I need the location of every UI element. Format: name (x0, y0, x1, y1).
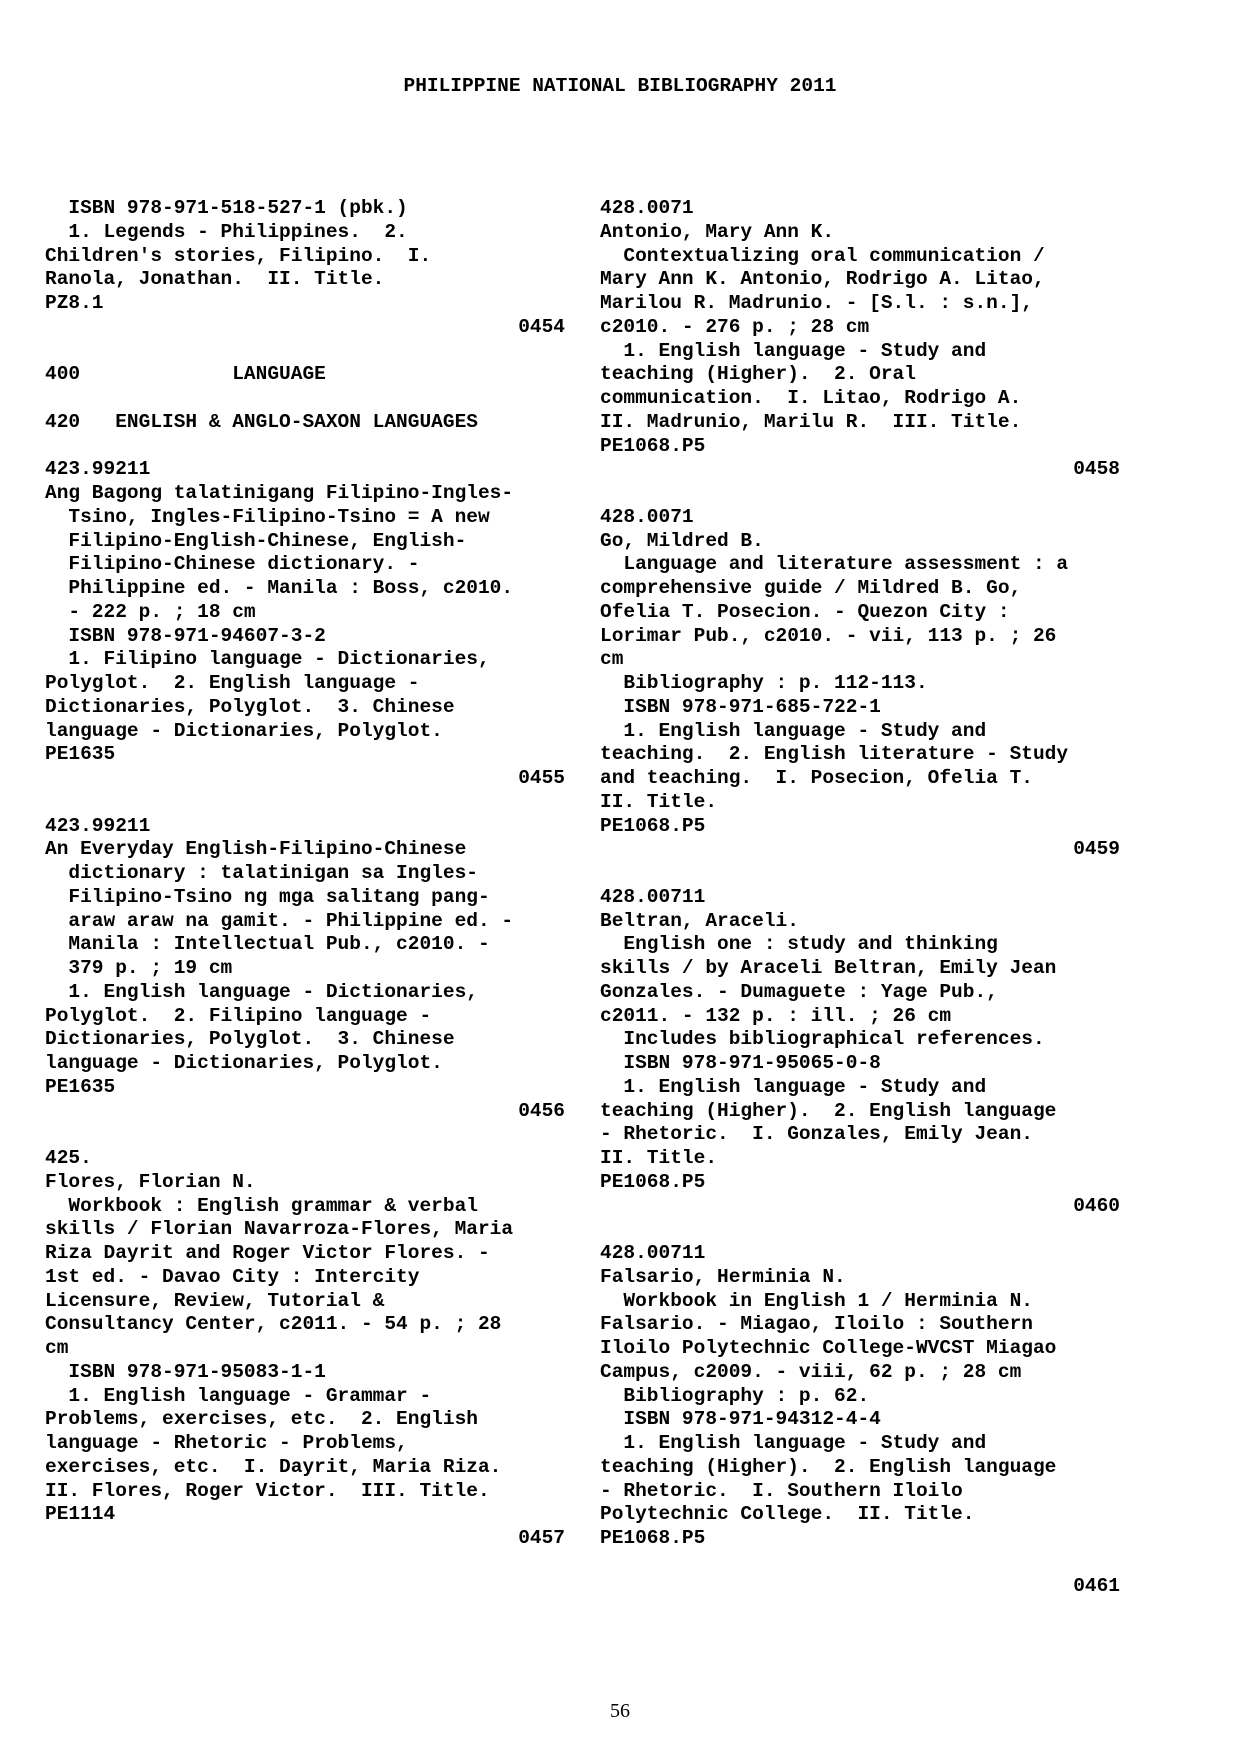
entry-line: II. Flores, Roger Victor. III. Title. (45, 1479, 490, 1502)
entry-line: Ang Bagong talatinigang Filipino-Ingles- (45, 482, 514, 504)
entry-line: teaching (Higher). 2. English language (600, 1455, 1057, 1478)
entry-line: Includes bibliographical references. (600, 1028, 1045, 1051)
entry-line: 1. English language - Study and (600, 1075, 987, 1098)
right-column (600, 197, 1120, 1598)
entry-line: 400 LANGUAGE (45, 363, 326, 386)
entry-number: 0460 (1073, 1194, 1120, 1217)
entry-line (45, 1123, 565, 1147)
entry-line: Mary Ann K. Antonio, Rodrigo A. Litao, (600, 268, 1045, 291)
entry-number: 0457 (518, 1527, 565, 1549)
entry-line: and teaching. I. Posecion, Ofelia T. (600, 767, 1033, 789)
entry-line: Language and literature assessment : a (600, 553, 1069, 576)
entry-line: - 222 p. ; 18 cm (45, 600, 256, 623)
entry-line: Iloilo Polytechnic College-WVCST Miagao (600, 1337, 1057, 1359)
entry-line: Manila : Intellectual Pub., c2010. - (45, 933, 490, 956)
entry-line: exercises, etc. I. Dayrit, Maria Riza. (45, 1455, 502, 1478)
entry-line: PE1635 (45, 743, 116, 766)
entry-line: Children's stories, Filipino. I. (45, 244, 432, 267)
entry-line: 423.99211 (45, 458, 151, 481)
entry-line: cm (45, 1337, 69, 1359)
entry-line: Filipino-Chinese dictionary. - (45, 553, 420, 576)
entry-line: Workbook : English grammar & verbal (45, 1194, 478, 1217)
entry-line (45, 435, 565, 459)
entry-line: Filipino-English-Chinese, English- (45, 529, 467, 552)
entry-line: Falsario, Herminia N. (600, 1265, 846, 1288)
page-number: 56 (610, 1700, 630, 1722)
entry-line: Falsario. - Miagao, Iloilo : Southern (600, 1313, 1033, 1336)
entry-line: Polyglot. 2. English language - (45, 672, 420, 694)
entry-line: Beltran, Araceli. (600, 909, 799, 932)
entry-line: Ranola, Jonathan. II. Title. (45, 268, 385, 291)
left-column (45, 197, 565, 1551)
entry-line: PZ8.1 (45, 292, 104, 314)
entry-line: Bibliography : p. 112-113. (600, 672, 928, 694)
entry-line: ISBN 978-971-95065-0-8 (600, 1052, 881, 1074)
entry-line: Dictionaries, Polyglot. 3. Chinese (45, 695, 455, 718)
entry-line: araw araw na gamit. - Philippine ed. - (45, 909, 514, 932)
entry-line (45, 791, 565, 815)
entry-line: Philippine ed. - Manila : Boss, c2010. (45, 577, 514, 599)
entry-line: 1st ed. - Davao City : Intercity (45, 1265, 420, 1288)
entry-line: Antonio, Mary Ann K. (600, 220, 835, 243)
entry-line: language - Rhetoric - Problems, (45, 1432, 408, 1454)
entry-line: Licensure, Review, Tutorial & (45, 1289, 385, 1312)
entry-line: An Everyday English-Filipino-Chinese (45, 838, 467, 861)
entry-line: Problems, exercises, etc. 2. English (45, 1408, 478, 1431)
entry-line: communication. I. Litao, Rodrigo A. (600, 387, 1022, 409)
entry-line: 425. (45, 1147, 92, 1169)
entry-line: Consultancy Center, c2011. - 54 p. ; 28 (45, 1313, 502, 1336)
entry-line: 428.0071 (600, 197, 694, 219)
entry-line: Marilou R. Madrunio. - [S.l. : s.n.], (600, 292, 1033, 314)
entry-line: 428.00711 (600, 1242, 706, 1264)
entry-line: PE1068.P5 (600, 434, 706, 457)
entry-line: Campus, c2009. - viii, 62 p. ; 28 cm (600, 1360, 1022, 1383)
page-header-title: PHILIPPINE NATIONAL BIBLIOGRAPHY 2011 (403, 75, 837, 97)
entry-line: Dictionaries, Polyglot. 3. Chinese (45, 1028, 455, 1051)
entry-line: 428.0071 (600, 505, 694, 528)
entry-line: Bibliography : p. 62. (600, 1384, 870, 1407)
entry-line: comprehensive guide / Mildred B. Go, (600, 577, 1022, 599)
entry-line: teaching (Higher). 2. Oral (600, 363, 916, 386)
entry-number: 0459 (1073, 838, 1120, 861)
entry-line: II. Madrunio, Marilu R. III. Title. (600, 410, 1022, 433)
entry-line: Contextualizing oral communication / (600, 244, 1045, 267)
entry-line: language - Dictionaries, Polyglot. (45, 719, 443, 742)
entry-line: Polyglot. 2. Filipino language - (45, 1004, 432, 1027)
entry-line: 1. English language - Study and (600, 1432, 987, 1454)
entry-number: 0461 (1073, 1574, 1120, 1597)
entry-line: cm (600, 648, 624, 671)
entry-line: ISBN 978-971-94312-4-4 (600, 1408, 881, 1431)
entry-line: teaching (Higher). 2. English language (600, 1099, 1057, 1122)
entry-line: Ofelia T. Posecion. - Quezon City : (600, 600, 1010, 623)
entry-line: Lorimar Pub., c2010. - vii, 113 p. ; 26 (600, 624, 1057, 647)
entry-line: ISBN 978-971-94607-3-2 (45, 624, 326, 647)
entry-line: c2011. - 132 p. : ill. ; 26 cm (600, 1004, 952, 1027)
entry-number: 0458 (1073, 458, 1120, 481)
entry-line: - Rhetoric. I. Gonzales, Emily Jean. (600, 1123, 1033, 1146)
entry-line: Flores, Florian N. (45, 1170, 256, 1193)
entry-line (45, 387, 565, 411)
entry-line: Polytechnic College. II. Title. (600, 1503, 975, 1526)
entry-line: 1. English language - Study and (600, 719, 987, 742)
entry-line: English one : study and thinking (600, 933, 998, 956)
entry-line (600, 482, 1120, 506)
entry-line: Riza Dayrit and Roger Victor Flores. - (45, 1242, 490, 1264)
entry-line: PE1068.P5 (600, 1170, 706, 1193)
entry-line: Workbook in English 1 / Herminia N. (600, 1289, 1033, 1312)
entry-line (45, 340, 565, 364)
entry-line: skills / Florian Navarroza-Flores, Maria (45, 1218, 514, 1241)
entry-line: ISBN 978-971-685-722-1 (600, 695, 881, 718)
entry-number: 0454 (518, 315, 565, 338)
entry-line: Tsino, Ingles-Filipino-Tsino = A new (45, 505, 490, 528)
entry-line: dictionary : talatinigan sa Ingles- (45, 862, 478, 884)
entry-line: language - Dictionaries, Polyglot. (45, 1052, 443, 1074)
entry-line: teaching. 2. English literature - Study (600, 743, 1069, 766)
entry-line (600, 1551, 1120, 1575)
entry-line: PE1068.P5 (600, 1527, 706, 1549)
entry-number: 0456 (518, 1099, 565, 1122)
entry-line (600, 1218, 1120, 1242)
entry-line: Filipino-Tsino ng mga salitang pang- (45, 885, 490, 908)
entry-line: 420 ENGLISH & ANGLO-SAXON LANGUAGES (45, 410, 478, 433)
entry-line: ISBN 978-971-518-527-1 (pbk.) (45, 197, 408, 219)
entry-line: 428.00711 (600, 885, 706, 908)
entry-line: 423.99211 (45, 814, 151, 837)
entry-line: c2010. - 276 p. ; 28 cm (600, 315, 870, 338)
entry-line: ISBN 978-971-95083-1-1 (45, 1360, 326, 1383)
entry-line: PE1068.P5 (600, 814, 706, 837)
entry-line: II. Title. (600, 790, 718, 813)
entry-line: 1. Filipino language - Dictionaries, (45, 648, 490, 671)
entry-line: 379 p. ; 19 cm (45, 957, 233, 979)
entry-line (600, 862, 1120, 886)
entry-line: 1. English language - Study and (600, 339, 987, 362)
entry-line: 1. English language - Dictionaries, (45, 980, 478, 1003)
entry-line: Gonzales. - Dumaguete : Yage Pub., (600, 980, 998, 1003)
entry-line: II. Title. (600, 1147, 718, 1169)
entry-line: - Rhetoric. I. Southern Iloilo (600, 1479, 963, 1502)
entry-line: 1. Legends - Philippines. 2. (45, 220, 408, 243)
entry-line: skills / by Araceli Beltran, Emily Jean (600, 957, 1057, 979)
entry-line: 1. English language - Grammar - (45, 1384, 432, 1407)
entry-number: 0455 (518, 767, 565, 789)
entry-line: PE1635 (45, 1075, 116, 1098)
entry-line: PE1114 (45, 1503, 116, 1526)
entry-line: Go, Mildred B. (600, 529, 764, 552)
